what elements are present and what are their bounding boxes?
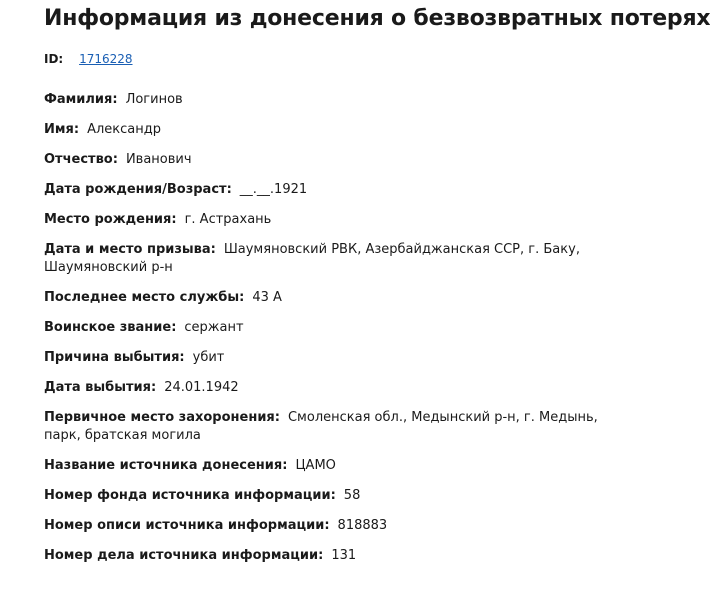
field-surname [44, 91, 640, 109]
field-label: Номер фонда источника информации: [44, 488, 336, 503]
field-label: Дата выбытия: [44, 380, 157, 395]
field-last-service [44, 289, 640, 307]
field-fund-number [44, 487, 640, 505]
field-loss-date [44, 379, 640, 397]
record-fields [44, 91, 640, 565]
field-source-name [44, 457, 640, 475]
field-label: Отчество: [44, 152, 118, 167]
id-row [44, 52, 133, 66]
field-label: Первичное место захоронения: [44, 410, 280, 425]
field-value: Логинов [125, 92, 183, 107]
field-loss-reason [44, 349, 640, 367]
field-label: Имя: [44, 122, 80, 137]
field-value: Смоленская обл., Медынский р-н, г. Медынь, парк, братская могила [44, 410, 598, 443]
field-value: 24.01.1942 [164, 380, 239, 395]
field-label: Дата и место призыва: [44, 242, 216, 257]
id-link[interactable]: 1716228 [79, 52, 133, 66]
field-label: Место рождения: [44, 212, 177, 227]
field-value: Шаумяновский РВК, Азербайджанская ССР, г. Баку, Шаумяновский р-н [44, 242, 580, 275]
field-patronymic [44, 151, 640, 169]
field-label: Последнее место службы: [44, 290, 245, 305]
field-value: ЦАМО [295, 458, 336, 473]
field-label: Номер описи источника информации: [44, 518, 330, 533]
field-label: Дата рождения/Возраст: [44, 182, 232, 197]
field-value: 43 А [252, 290, 282, 305]
field-first-name [44, 121, 640, 139]
field-value: Александр [87, 122, 161, 137]
field-value: 131 [331, 548, 357, 563]
field-birth-place [44, 211, 640, 229]
field-rank [44, 319, 640, 337]
field-label: Название источника донесения: [44, 458, 288, 473]
id-label: ID: [44, 52, 64, 66]
field-conscription [44, 241, 646, 277]
field-value: сержант [184, 320, 244, 335]
field-birth-date [44, 181, 640, 199]
field-value: г. Астрахань [184, 212, 272, 227]
field-label: Воинское звание: [44, 320, 177, 335]
field-label: Причина выбытия: [44, 350, 185, 365]
field-inventory-number [44, 517, 640, 535]
field-burial-place [44, 409, 619, 445]
field-label: Фамилия: [44, 92, 118, 107]
field-label: Номер дела источника информации: [44, 548, 324, 563]
field-file-number [44, 547, 640, 565]
field-value: __.__.1921 [239, 182, 308, 197]
field-value: убит [192, 350, 225, 365]
field-value: 818883 [337, 518, 388, 533]
field-value: 58 [343, 488, 361, 503]
page-title: Информация из донесения о безвозвратных потерях [44, 6, 710, 31]
field-value: Иванович [125, 152, 192, 167]
